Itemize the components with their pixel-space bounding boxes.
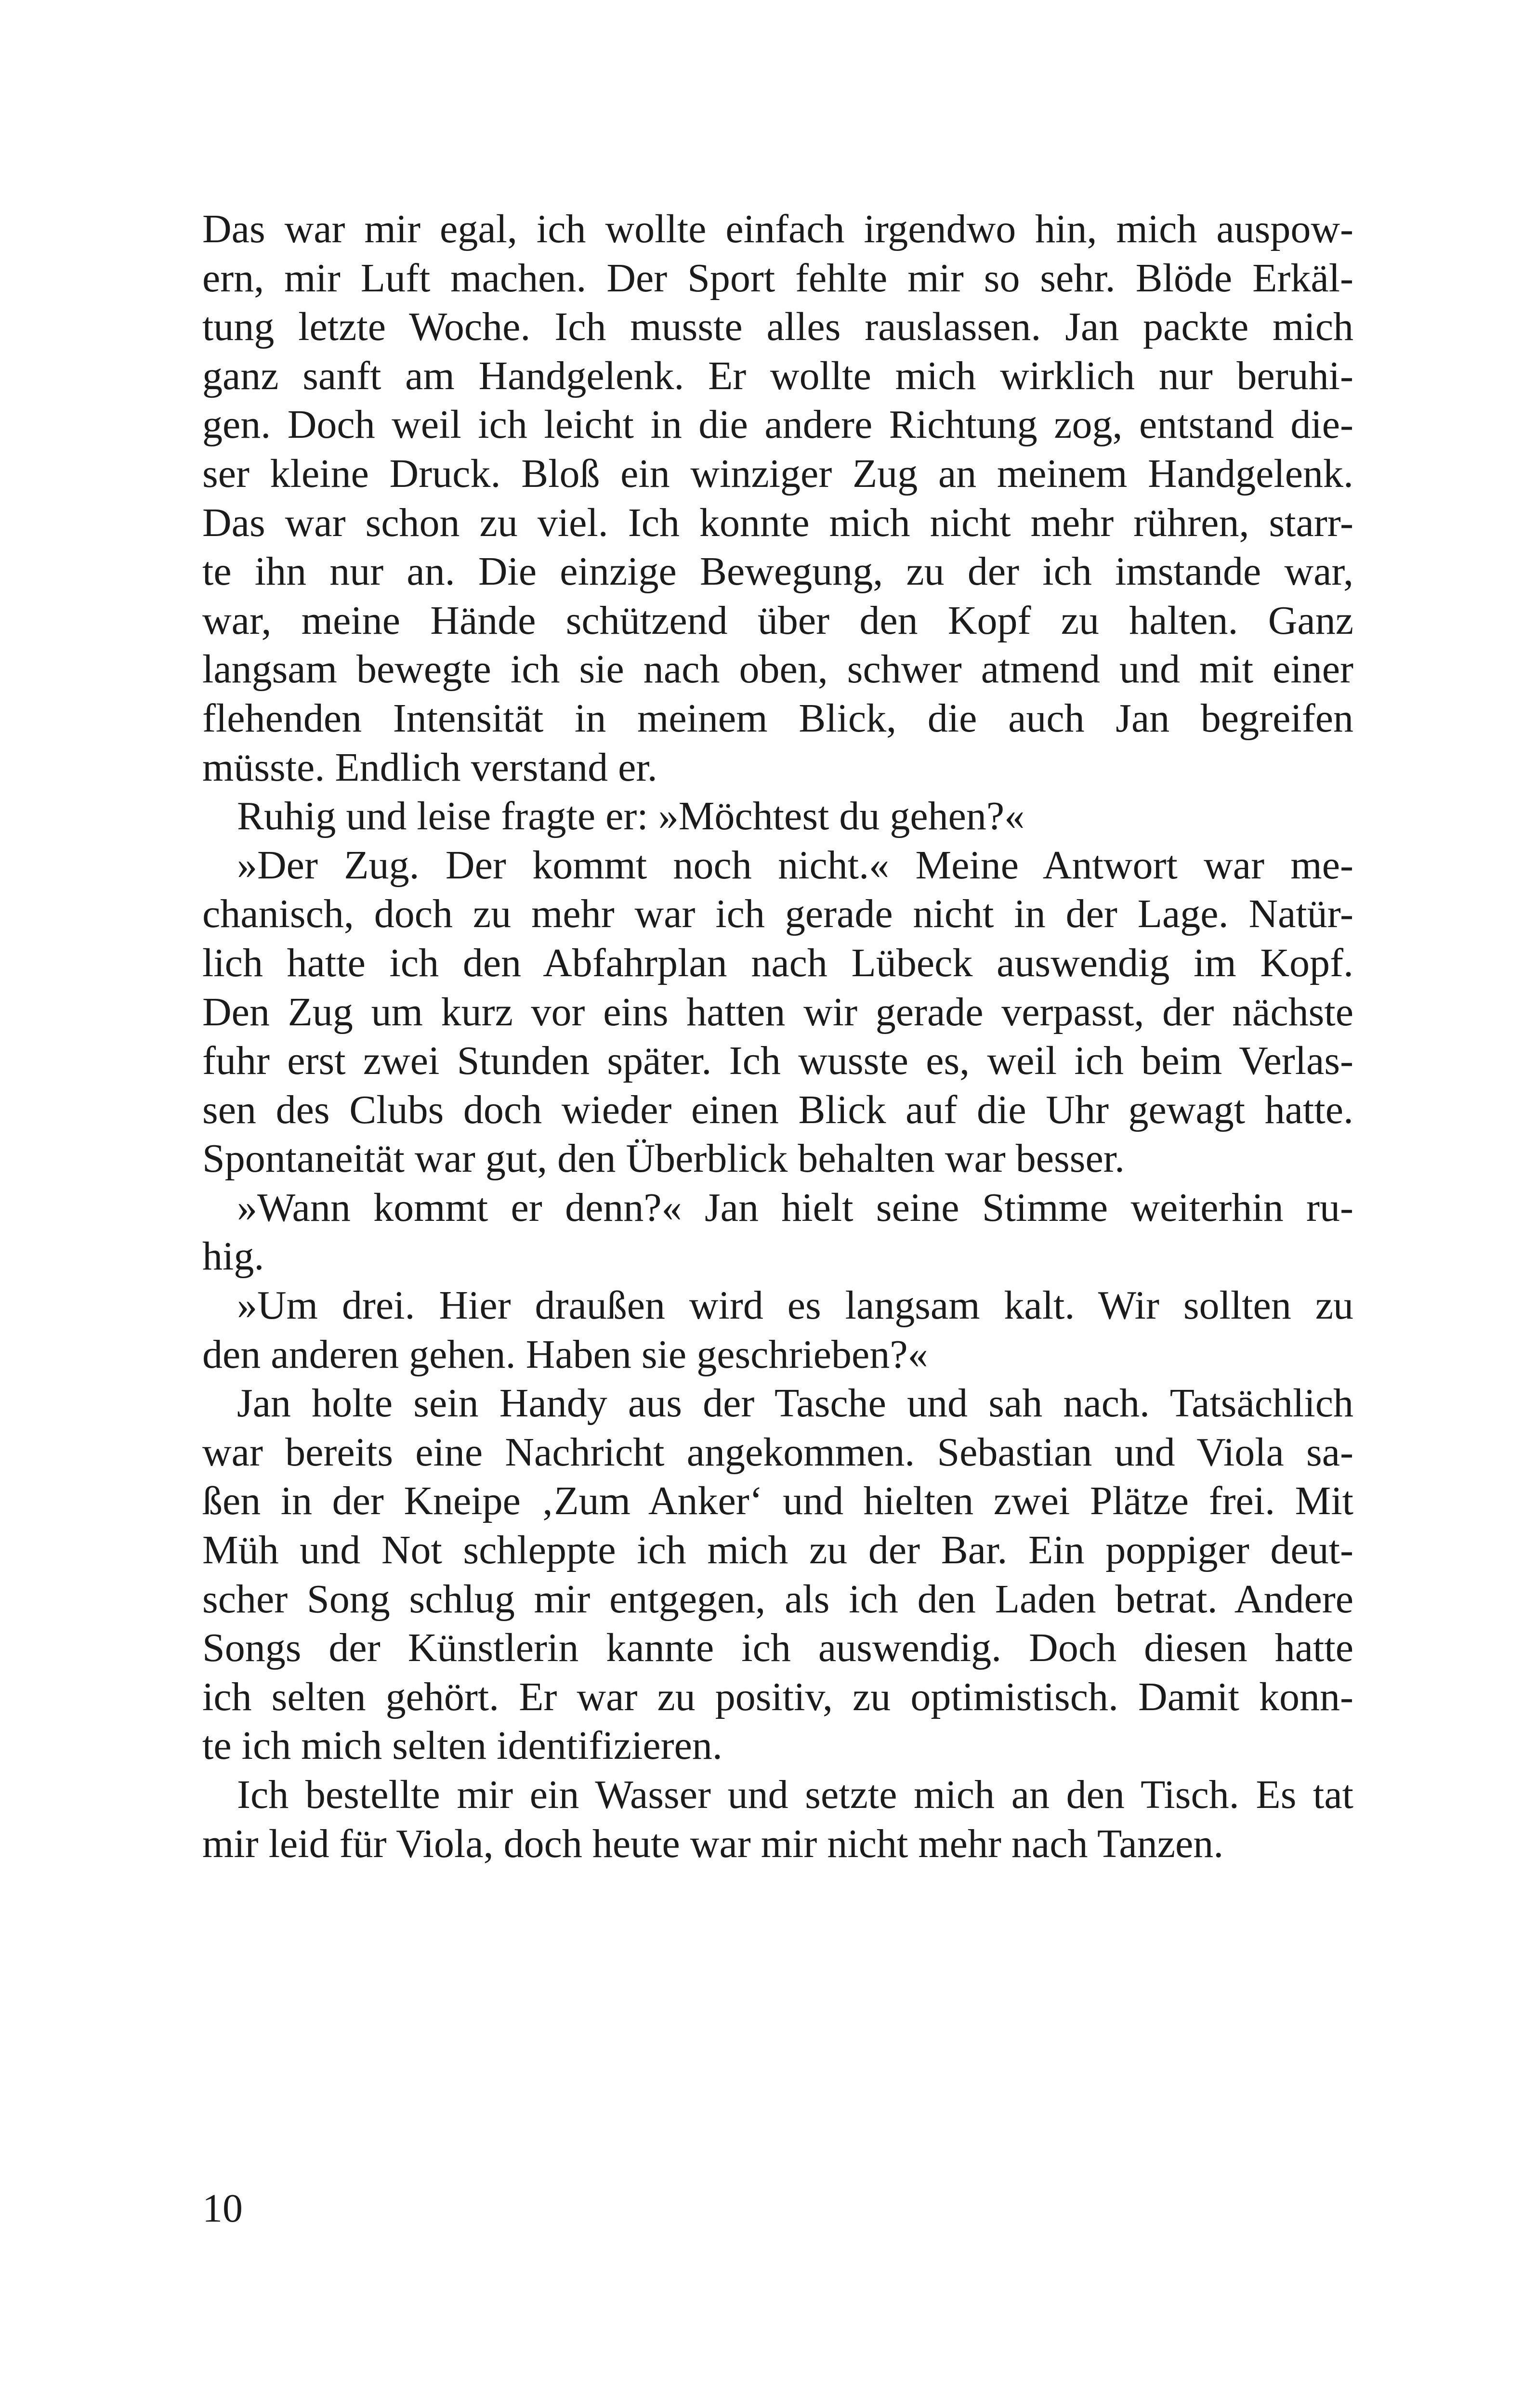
body-text [202,205,1353,1868]
text-line: mir leid für Viola, doch heute war mir nicht mehr nach Tanzen. [202,1821,1224,1866]
text-line: Ich bestellte mir ein Wasser und setzte mich an den Tisch. Es tat [237,1772,1353,1817]
text-line: war, meine Hände schützend über den Kopf zu halten. Ganz [202,598,1353,643]
paragraph [202,792,1353,841]
text-line: sen des Clubs doch wieder einen Blick auf die Uhr gewagt hatte. [202,1087,1353,1132]
text-line: müsste. Endlich verstand er. [202,745,657,790]
page-number: 10 [202,2186,243,2231]
text-line: gen. Doch weil ich leicht in die andere Richtung zog, entstand die- [202,402,1353,447]
text-line: chanisch, doch zu mehr war ich gerade nicht in der Lage. Natür- [202,891,1353,937]
text-line: ich selten gehört. Er war zu positiv, zu optimistisch. Damit konn- [202,1674,1353,1719]
text-line: lich hatte ich den Abfahrplan nach Lübeck auswendig im Kopf. [202,940,1353,985]
text-line: war bereits eine Nachricht angekommen. Sebastian und Viola sa- [202,1429,1353,1475]
text-line: te ihn nur an. Die einzige Bewegung, zu der ich imstande war, [202,549,1353,594]
text-line: scher Song schlug mir entgegen, als ich den Laden betrat. Andere [202,1576,1353,1622]
text-line: Songs der Künstlerin kannte ich auswendig. Doch diesen hatte [202,1625,1353,1671]
text-line: Ruhig und leise fragte er: »Möchtest du gehen?« [237,794,1025,839]
text-line: Das war schon zu viel. Ich konnte mich nicht mehr rühren, starr- [202,500,1353,545]
text-line: Spontaneität war gut, den Überblick behalten war besser. [202,1136,1125,1181]
paragraph [202,205,1353,792]
text-line: hig. [202,1234,264,1279]
text-line: »Wann kommt er denn?« Jan hielt seine Stimme weiterhin ru- [237,1185,1353,1230]
paragraph [202,1379,1353,1770]
paragraph [202,1770,1353,1868]
text-line: tung letzte Woche. Ich musste alles rauslassen. Jan packte mich [202,304,1353,350]
text-line: Den Zug um kurz vor eins hatten wir gerade verpasst, der nächste [202,989,1353,1034]
text-line: flehenden Intensität in meinem Blick, die auch Jan begreifen [202,695,1353,741]
paragraph [202,1281,1353,1379]
text-line: ser kleine Druck. Bloß ein winziger Zug an meinem Handgelenk. [202,451,1353,496]
paragraph [202,1183,1353,1281]
text-line: te ich mich selten identifizieren. [202,1723,722,1768]
text-line: »Um drei. Hier draußen wird es langsam kalt. Wir sollten zu [237,1283,1353,1328]
text-line: ßen in der Kneipe ‚Zum Anker‘ und hielten zwei Plätze frei. Mit [202,1479,1353,1524]
text-line: Das war mir egal, ich wollte einfach irgendwo hin, mich auspow- [202,207,1353,251]
paragraph [202,841,1353,1183]
text-line: ganz sanft am Handgelenk. Er wollte mich wirklich nur beruhi- [202,353,1353,398]
text-line: »Der Zug. Der kommt noch nicht.« Meine Antwort war me- [237,842,1353,888]
text-line: den anderen gehen. Haben sie geschrieben?« [202,1332,928,1377]
text-line: fuhr erst zwei Stunden später. Ich wusste es, weil ich beim Verlas- [202,1038,1353,1084]
text-line: langsam bewegte ich sie nach oben, schwer atmend und mit einer [202,647,1353,692]
text-line: Jan holte sein Handy aus der Tasche und sah nach. Tatsächlich [237,1381,1353,1426]
text-line: Müh und Not schleppte ich mich zu der Bar. Ein poppiger deut- [202,1528,1353,1573]
text-line: ern, mir Luft machen. Der Sport fehlte mir so sehr. Blöde Erkäl- [202,255,1353,301]
